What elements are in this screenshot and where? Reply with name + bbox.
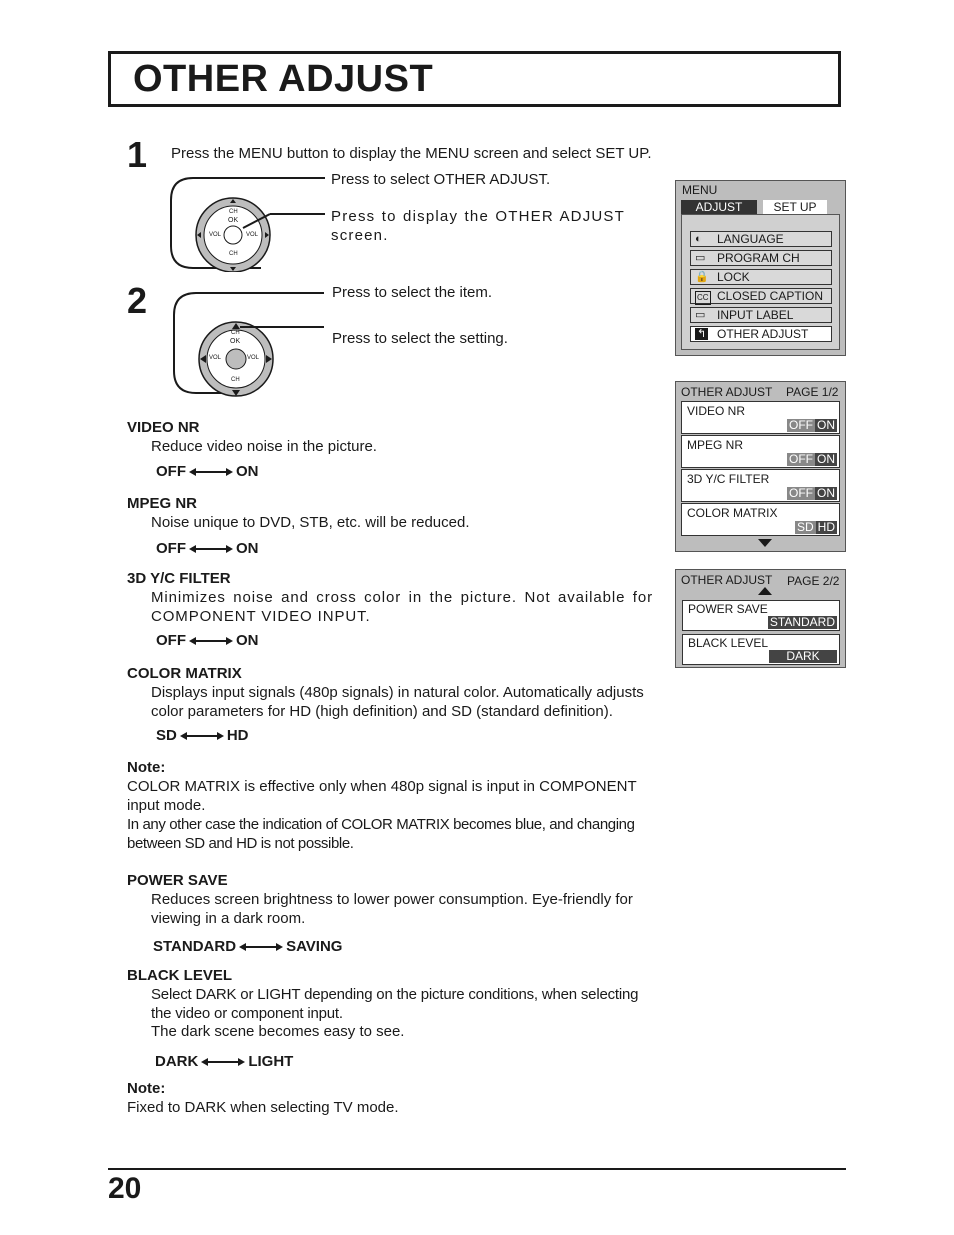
toggle-on[interactable]: ON bbox=[817, 486, 835, 500]
double-arrow-icon bbox=[239, 943, 283, 951]
menu-item-lock[interactable] bbox=[690, 269, 832, 285]
mpeg-nr-desc: Noise unique to DVD, STB, etc. will be reduced. bbox=[151, 514, 470, 531]
title-box bbox=[108, 51, 841, 107]
lock-icon: 🔒 bbox=[695, 271, 709, 283]
cc-icon: CC bbox=[695, 291, 711, 305]
menu-item-label: CLOSED CAPTION bbox=[717, 289, 824, 303]
page-2-page-indicator: PAGE 2/2 bbox=[787, 574, 840, 588]
note-2-heading: Note: bbox=[127, 1080, 166, 1097]
page-1-item-color-matrix[interactable] bbox=[681, 503, 840, 536]
callout-display-other-adjust: Press to display the OTHER ADJUST screen. bbox=[331, 208, 625, 244]
color-matrix-options bbox=[156, 727, 249, 744]
mpeg-nr-heading: MPEG NR bbox=[127, 495, 198, 512]
mpeg-nr-options bbox=[156, 540, 259, 557]
scroll-down-arrow-icon[interactable] bbox=[758, 539, 772, 547]
step-1-number: 1 bbox=[127, 134, 148, 175]
remote-2-vol-right: VOL bbox=[247, 355, 260, 361]
language-icon: ◐ bbox=[695, 233, 702, 245]
item-value[interactable]: DARK bbox=[769, 650, 837, 663]
double-arrow-icon bbox=[189, 637, 233, 645]
menu-item-input-label[interactable] bbox=[690, 307, 832, 323]
toggle-on[interactable]: ON bbox=[817, 452, 835, 466]
remote-1-vol-left: VOL bbox=[209, 232, 222, 238]
item-label: POWER SAVE bbox=[688, 602, 768, 616]
page-2-item-power-save[interactable] bbox=[682, 600, 840, 631]
page-1-item-3d-yc-filter[interactable] bbox=[681, 469, 840, 502]
step-2-number: 2 bbox=[127, 280, 148, 321]
item-toggle[interactable] bbox=[787, 487, 837, 500]
tab-set-up[interactable]: SET UP bbox=[763, 200, 827, 214]
callout-select-other-adjust: Press to select OTHER ADJUST. bbox=[331, 171, 551, 188]
remote-1-ch-top: CH bbox=[229, 209, 238, 215]
menu-item-closed-caption[interactable] bbox=[690, 288, 832, 304]
remote-2-vol-left: VOL bbox=[209, 355, 222, 361]
note-1-heading: Note: bbox=[127, 759, 166, 776]
item-toggle[interactable] bbox=[787, 453, 837, 466]
page-2-item-black-level[interactable] bbox=[682, 634, 840, 665]
toggle-on[interactable]: ON bbox=[817, 418, 835, 432]
menu-item-label: LOCK bbox=[717, 270, 750, 284]
yc-filter-opt-b: ON bbox=[236, 632, 259, 649]
item-label: 3D Y/C FILTER bbox=[687, 472, 770, 486]
power-save-opt-a: STANDARD bbox=[153, 938, 237, 955]
toggle-off[interactable]: OFF bbox=[789, 452, 813, 466]
input-label-icon: ▭ bbox=[695, 309, 706, 321]
callout-select-setting: Press to select the setting. bbox=[332, 330, 508, 347]
black-level-options bbox=[155, 1053, 293, 1070]
page-1-item-video-nr[interactable] bbox=[681, 401, 840, 434]
other-adjust-icon: ↰ bbox=[697, 328, 707, 340]
double-arrow-icon bbox=[189, 545, 233, 553]
black-level-desc: Select DARK or LIGHT depending on the picture conditions, when selecting the video or component input. bbox=[151, 986, 639, 1022]
menu-panel-header: MENU bbox=[682, 183, 718, 197]
black-level-heading: BLACK LEVEL bbox=[127, 967, 232, 984]
menu-item-other-adjust[interactable] bbox=[690, 326, 832, 342]
item-label: VIDEO NR bbox=[687, 404, 746, 418]
mpeg-nr-opt-b: ON bbox=[236, 540, 259, 557]
toggle-hd[interactable]: HD bbox=[817, 520, 835, 534]
remote-1-ok: OK bbox=[228, 217, 239, 224]
remote-2-ch-top: CH bbox=[231, 330, 240, 336]
toggle-sd[interactable]: SD bbox=[796, 520, 814, 534]
remote-2-ok: OK bbox=[230, 338, 241, 345]
video-nr-opt-b: ON bbox=[236, 463, 259, 480]
video-nr-opt-a: OFF bbox=[156, 463, 186, 480]
remote-2-illustration bbox=[168, 287, 338, 399]
page-number: 20 bbox=[108, 1172, 142, 1205]
menu-item-language[interactable] bbox=[690, 231, 832, 247]
menu-item-program-ch[interactable] bbox=[690, 250, 832, 266]
color-matrix-heading: COLOR MATRIX bbox=[127, 665, 242, 682]
program-ch-icon: ▭ bbox=[695, 252, 706, 264]
other-adjust-page-1-panel bbox=[675, 381, 846, 552]
power-save-heading: POWER SAVE bbox=[127, 872, 228, 889]
other-adjust-page-2-panel bbox=[675, 569, 846, 668]
remote-1-ch-bottom: CH bbox=[229, 251, 238, 257]
yc-filter-heading: 3D Y/C FILTER bbox=[127, 570, 231, 587]
yc-filter-opt-a: OFF bbox=[156, 632, 186, 649]
note-2-text: Fixed to DARK when selecting TV mode. bbox=[127, 1099, 399, 1116]
item-toggle[interactable] bbox=[787, 419, 837, 432]
video-nr-heading: VIDEO NR bbox=[127, 419, 200, 436]
menu-item-label: OTHER ADJUST bbox=[717, 327, 809, 341]
note-1-line-2: In any other case the indication of COLOR MATRIX becomes blue, and changing between SD and HD is not possible. bbox=[127, 816, 635, 852]
double-arrow-icon bbox=[180, 732, 224, 740]
page-1-title: OTHER ADJUST bbox=[681, 385, 773, 399]
item-label: BLACK LEVEL bbox=[688, 636, 769, 650]
menu-item-label: LANGUAGE bbox=[717, 232, 784, 246]
item-toggle[interactable] bbox=[795, 521, 837, 534]
remote-1-vol-right: VOL bbox=[246, 232, 259, 238]
color-matrix-opt-a: SD bbox=[156, 727, 177, 744]
footer-divider bbox=[108, 1168, 846, 1170]
video-nr-desc: Reduce video noise in the picture. bbox=[151, 438, 377, 455]
menu-panel bbox=[675, 180, 846, 356]
power-save-desc: Reduces screen brightness to lower power consumption. Eye-friendly for viewing in a dark room. bbox=[151, 891, 633, 927]
double-arrow-icon bbox=[189, 468, 233, 476]
tab-adjust[interactable]: ADJUST bbox=[681, 200, 757, 214]
video-nr-options bbox=[156, 463, 259, 480]
color-matrix-desc: Displays input signals (480p signals) in natural color. Automatically adjusts color parameters for HD (high definition) and SD (standard definition). bbox=[151, 684, 644, 720]
note-1-line-1: COLOR MATRIX is effective only when 480p signal is input in COMPONENT input mode. bbox=[127, 778, 637, 814]
color-matrix-opt-b: HD bbox=[226, 727, 249, 744]
remote-2-ch-bottom: CH bbox=[231, 377, 240, 383]
yc-filter-options bbox=[156, 632, 259, 649]
menu-item-label: INPUT LABEL bbox=[717, 308, 794, 322]
yc-filter-desc: Minimizes noise and cross color in the picture. Not available for COMPONENT VIDEO INPUT. bbox=[151, 589, 653, 625]
toggle-off[interactable]: OFF bbox=[789, 486, 813, 500]
menu-item-label: PROGRAM CH bbox=[717, 251, 800, 265]
page-title: OTHER ADJUST bbox=[133, 58, 434, 100]
page-1-page-indicator: PAGE 1/2 bbox=[786, 385, 839, 399]
item-label: COLOR MATRIX bbox=[687, 506, 778, 520]
mpeg-nr-opt-a: OFF bbox=[156, 540, 186, 557]
callout-select-item: Press to select the item. bbox=[332, 284, 493, 301]
page-2-title: OTHER ADJUST bbox=[681, 573, 773, 587]
toggle-off[interactable]: OFF bbox=[789, 418, 813, 432]
power-save-options bbox=[153, 938, 342, 955]
black-level-opt-b: LIGHT bbox=[248, 1053, 294, 1070]
page-1-item-mpeg-nr[interactable] bbox=[681, 435, 840, 468]
black-level-desc-2: The dark scene becomes easy to see. bbox=[151, 1023, 405, 1040]
remote-1-illustration bbox=[165, 172, 335, 272]
double-arrow-icon bbox=[201, 1058, 245, 1066]
power-save-opt-b: SAVING bbox=[286, 938, 343, 955]
black-level-opt-a: DARK bbox=[155, 1053, 199, 1070]
step-1-instruction: Press the MENU button to display the MENU screen and select SET UP. bbox=[171, 145, 652, 162]
item-value[interactable]: STANDARD bbox=[769, 615, 835, 629]
scroll-up-arrow-icon[interactable] bbox=[758, 587, 772, 595]
item-label: MPEG NR bbox=[687, 438, 744, 452]
